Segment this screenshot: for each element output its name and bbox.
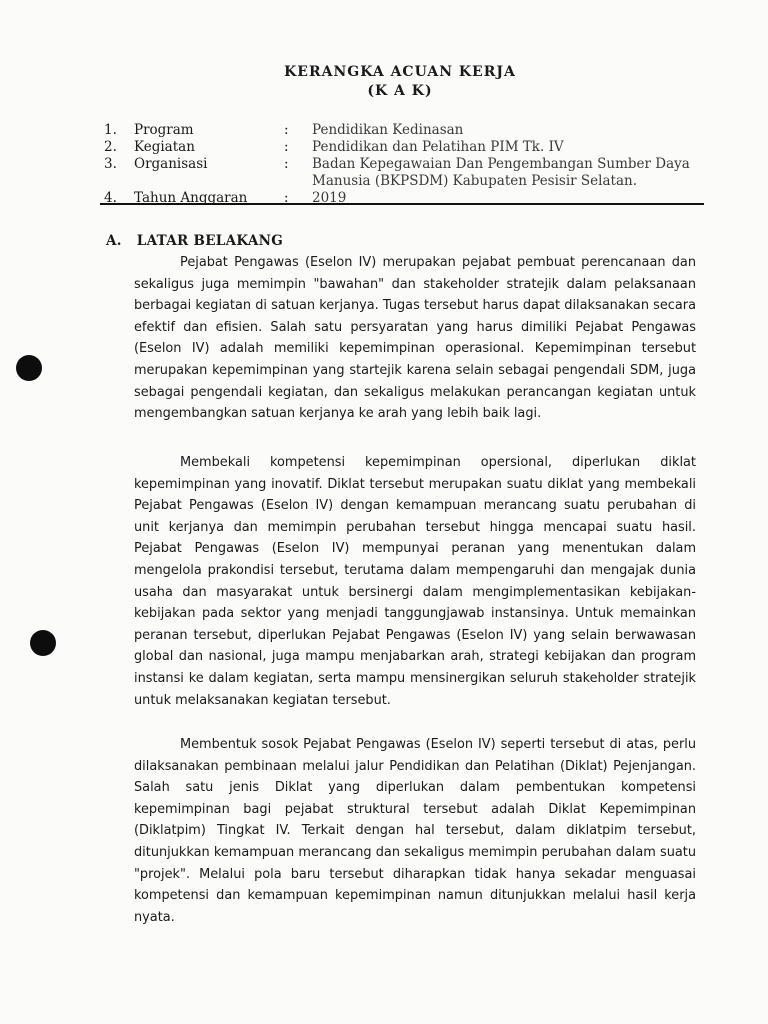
meta-row-organisasi [104,156,704,190]
meta-row-kegiatan [104,139,704,156]
meta-number: 1. [104,122,117,138]
meta-number: 4. [104,190,117,206]
document-title: KERANGKA ACUAN KERJA [284,64,516,80]
meta-value: Pendidikan dan Pelatihan PIM Tk. IV [312,139,564,155]
punch-hole-upper [16,355,42,381]
meta-colon: : [284,122,289,138]
meta-row-program [104,122,704,139]
meta-label: Organisasi [134,156,208,172]
paragraph-1: Pejabat Pengawas (Eselon IV) merupakan pejabat pembuat perencanaan dan sekaligus juga memimpin "bawahan" dan stakeholder stratejik dalam pelaksanaan berbagai kegiatan di satuan kerjanya. Tugas tersebut harus dapat dilaksanakan secara efektif dan efisien. Salah satu persyaratan yang harus dimiliki Pejabat Pengawas (Eselon IV) adalah memiliki kepemimpinan operasional. Kepemimpinan tersebut merupakan kepemimpinan yang startejik karena selain sebagai pengendali SDM, juga sebagai pengendali kegiatan, dan sekaligus melakukan perancangan kegiatan untuk mengembangkan satuan kerjanya ke arah yang lebih baik lagi. [134,255,696,422]
document-subtitle: (K A K) [367,83,433,99]
paragraph-3: Membentuk sosok Pejabat Pengawas (Eselon IV) seperti tersebut di atas, perlu dilaksanakan pembinaan melalui jalur Pendidikan dan Pelatihan (Diklat) Pejenjangan. Salah satu jenis Diklat yang diperlukan dalam pembentukan kompetensi kepemimpinan bagi pejabat struktural tersebut adalah Diklat Kepemimpinan (Diklatpim) Tingkat IV. Terkait dengan hal tersebut, dalam diklatpim tersebut, ditunjukkan kemampuan merancang dan sekaligus memimpin perubahan dalam suatu "projek". Melalui pola baru tersebut diharapkan tidak hanya sekadar menguasai kompetensi dan kemampuan kepemimpinan namun ditunjukkan melalui hasil kerja nyata. [134,737,696,925]
meta-table [104,122,704,207]
section-heading: A. LATAR BELAKANG [106,233,284,249]
meta-label: Kegiatan [134,139,195,155]
meta-label: Program [134,122,194,138]
meta-value: 2019 [312,190,347,206]
meta-number: 2. [104,139,117,155]
meta-colon: : [284,139,289,155]
meta-colon: : [284,156,289,172]
meta-value: Badan Kepegawaian Dan Pengembangan Sumber Daya Manusia (BKPSDM) Kabupaten Pesisir Selatan. [312,156,690,189]
paragraph-2: Membekali kompetensi kepemimpinan opersional, diperlukan diklat kepemimpinan yang inovatif. Diklat tersebut merupakan suatu diklat yang membekali Pejabat Pengawas (Eselon IV) dengan kemampuan merancang suatu perubahan di unit kerjanya dan memimpin perubahan tersebut hingga mencapai suatu hasil. Pejabat Pengawas (Eselon IV) mempunyai peranan yang menentukan dalam mengelola prakondisi tersebut, terutama dalam mempengaruhi dan mengajak dunia usaha dan masyarakat untuk bersinergi dalam mengimplementasikan kebijakan-kebijakan pada sektor yang menjadi tanggungjawab instansinya. Untuk memainkan peranan tersebut, diperlukan Pejabat Pengawas (Eselon IV) yang selain berwawasan global dan nasional, juga mampu menjabarkan arah, strategi kebijakan dan program instansi ke dalam kegiatan, serta mampu mensinergikan seluruh stakeholder stratejik untuk melaksanakan kegiatan tersebut. [134,455,696,708]
meta-value: Pendidikan Kedinasan [312,122,464,138]
header-divider [100,203,704,205]
punch-hole-lower [30,630,56,656]
meta-number: 3. [104,156,117,172]
meta-colon: : [284,190,289,206]
meta-label: Tahun Anggaran [134,190,248,206]
